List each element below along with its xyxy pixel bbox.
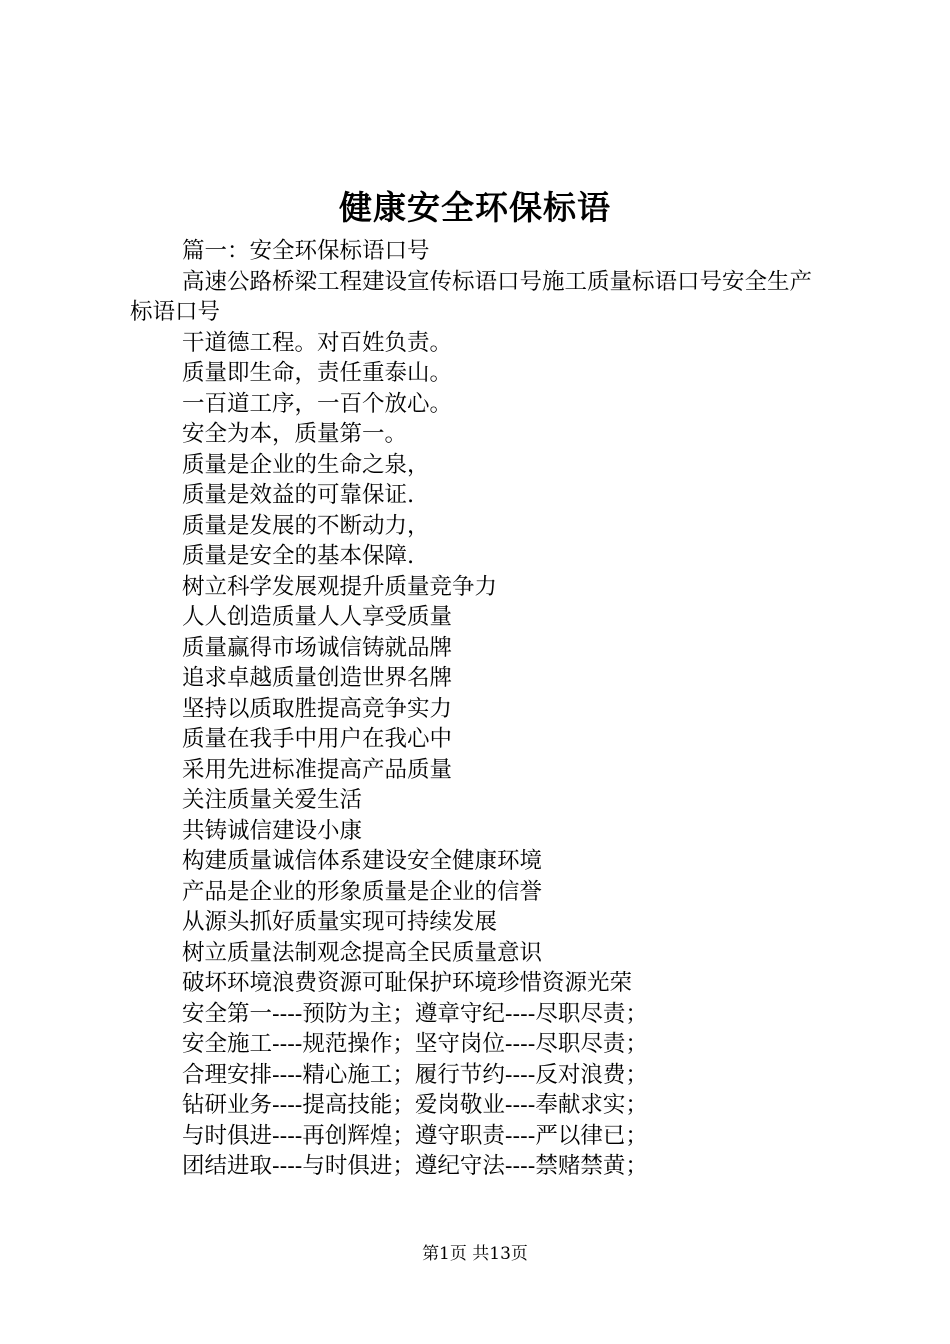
- paragraph: 质量是企业的生命之泉，: [182, 451, 430, 478]
- paragraph: 安全为本，质量第一。: [182, 421, 408, 447]
- paragraph: 质量是效益的可靠保证.: [182, 482, 415, 508]
- paragraph: 质量是发展的不断动力，: [182, 512, 430, 539]
- paragraph: 安全施工----规范操作；坚守岗位----尽职尽责；: [182, 1031, 648, 1057]
- paragraph: 坚持以质取胜提高竞争实力: [182, 695, 453, 722]
- paragraph: 团结进取----与时俱进；遵纪守法----禁赌禁黄；: [182, 1153, 648, 1179]
- paragraph: 质量是安全的基本保障.: [182, 543, 415, 569]
- page-footer: 第1页 共13页: [422, 1244, 528, 1264]
- document-title: 健康安全环保标语: [339, 188, 611, 227]
- paragraph: 质量赢得市场诚信铸就品牌: [182, 634, 453, 661]
- paragraph: 产品是企业的形象质量是企业的信誉: [182, 878, 543, 905]
- paragraph: 质量即生命，责任重泰山。: [182, 360, 453, 386]
- paragraph: 人人创造质量人人享受质量: [182, 604, 453, 630]
- document-body: [130, 236, 830, 1182]
- paragraph: 追求卓越质量创造世界名牌: [182, 665, 453, 691]
- paragraph: 篇一：安全环保标语口号: [182, 238, 430, 264]
- paragraph: 安全第一----预防为主；遵章守纪----尽职尽责；: [182, 1000, 648, 1027]
- paragraph: 合理安排----精心施工；履行节约----反对浪费；: [182, 1061, 648, 1088]
- paragraph: 一百道工序，一百个放心。: [182, 390, 453, 417]
- paragraph: 与时俱进----再创辉煌；遵守职责----严以律已；: [182, 1122, 648, 1149]
- paragraph: 干道德工程。对百姓负责。: [182, 329, 453, 356]
- paragraph: 破坏环境浪费资源可耻保护环境珍惜资源光荣: [182, 970, 633, 996]
- paragraph: 从源头抓好质量实现可持续发展: [182, 909, 498, 935]
- paragraph: 共铸诚信建设小康: [182, 817, 363, 844]
- paragraph: 钻研业务----提高技能；爱岗敬业----奉献求实；: [182, 1092, 648, 1118]
- paragraph: 树立科学发展观提升质量竞争力: [182, 573, 498, 600]
- paragraph: 采用先进标准提高产品质量: [182, 756, 453, 783]
- paragraph: 树立质量法制观念提高全民质量意识: [182, 939, 543, 966]
- paragraph: 高速公路桥梁工程建设宣传标语口号施工质量标语口号安全生产标语口号: [130, 268, 813, 325]
- paragraph: 质量在我手中用户在我心中: [182, 726, 453, 752]
- paragraph: 构建质量诚信体系建设安全健康环境: [182, 848, 543, 874]
- paragraph: 关注质量关爱生活: [182, 787, 363, 813]
